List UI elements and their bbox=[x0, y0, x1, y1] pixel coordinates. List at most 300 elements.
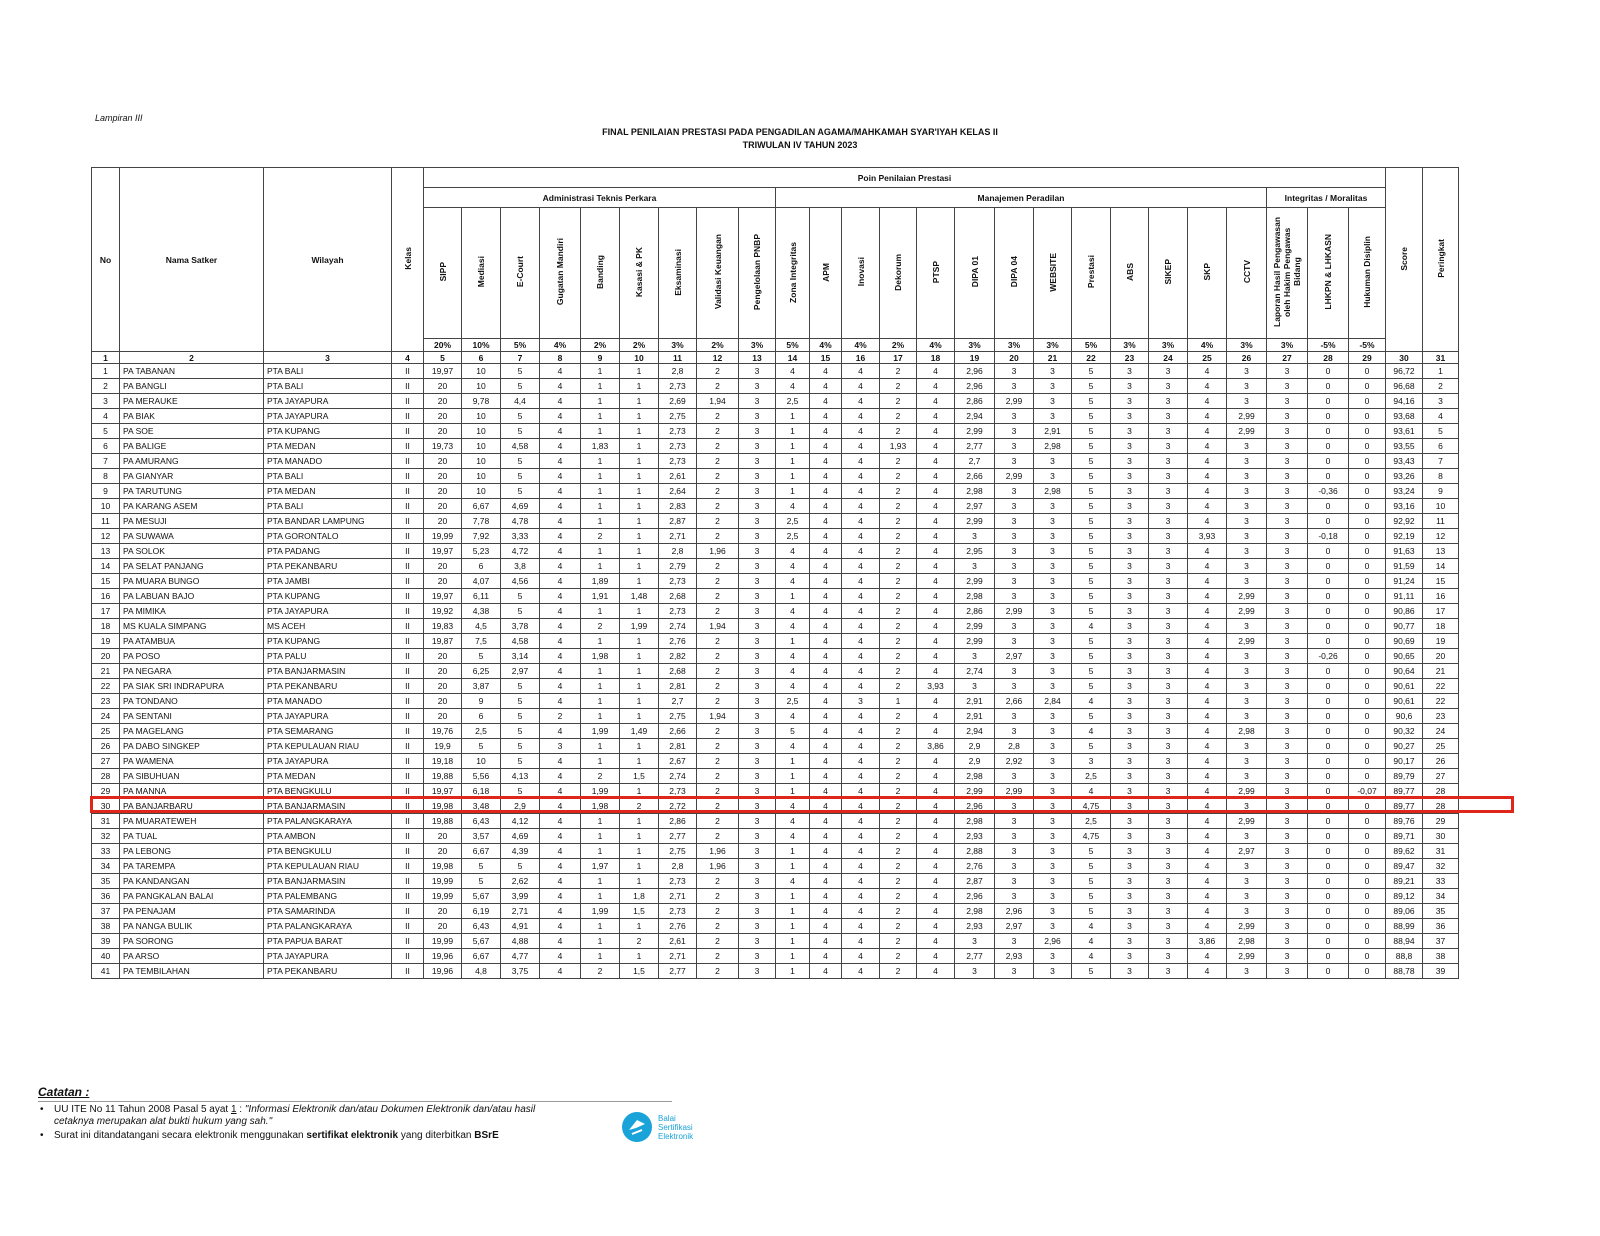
table-cell: 4 bbox=[540, 784, 581, 799]
table-cell: 4 bbox=[917, 469, 955, 484]
table-cell: 5 bbox=[501, 709, 540, 724]
table-cell: 4 bbox=[1188, 559, 1227, 574]
table-cell: 1 bbox=[620, 424, 659, 439]
table-cell: 4 bbox=[917, 514, 955, 529]
table-cell: 20 bbox=[424, 454, 462, 469]
table-cell: 3 bbox=[1149, 424, 1188, 439]
table-cell: 2,99 bbox=[1227, 604, 1267, 619]
table-cell: 4,39 bbox=[501, 844, 540, 859]
table-cell: 13 bbox=[1423, 544, 1459, 559]
header-weight: 3% bbox=[995, 339, 1034, 352]
table-cell: 4 bbox=[540, 424, 581, 439]
table-cell: -0,18 bbox=[1308, 529, 1349, 544]
table-cell: 3 bbox=[1149, 559, 1188, 574]
table-cell: 1 bbox=[620, 439, 659, 454]
table-cell: 3 bbox=[1267, 409, 1308, 424]
table-cell: 20 bbox=[1423, 649, 1459, 664]
table-cell: PA SIBUHUAN bbox=[120, 769, 264, 784]
header-col-number: 8 bbox=[540, 352, 581, 364]
table-cell: 4 bbox=[540, 949, 581, 964]
table-cell: 4 bbox=[917, 439, 955, 454]
table-cell: 3 bbox=[1267, 904, 1308, 919]
table-cell: PTA BANJARMASIN bbox=[264, 664, 392, 679]
table-cell: 27 bbox=[92, 754, 120, 769]
header-criteria: Validasi Keuangan bbox=[697, 208, 739, 339]
table-cell: 3 bbox=[1267, 694, 1308, 709]
table-cell: 35 bbox=[1423, 904, 1459, 919]
table-cell: 0 bbox=[1308, 574, 1349, 589]
table-cell: 2,66 bbox=[995, 694, 1034, 709]
table-cell: 1 bbox=[776, 859, 810, 874]
table-cell: 2,96 bbox=[955, 799, 995, 814]
table-row bbox=[92, 754, 1459, 769]
notes-heading: Catatan : bbox=[38, 1085, 90, 1099]
table-cell: 2 bbox=[697, 694, 739, 709]
table-cell: 0 bbox=[1308, 904, 1349, 919]
table-cell: 2 bbox=[880, 469, 917, 484]
header-weight: 3% bbox=[659, 339, 697, 352]
table-cell: 4 bbox=[540, 874, 581, 889]
table-cell: 2 bbox=[880, 679, 917, 694]
table-cell: 4 bbox=[917, 934, 955, 949]
table-cell: 3 bbox=[1149, 394, 1188, 409]
table-cell: 0 bbox=[1308, 409, 1349, 424]
table-cell: 2,82 bbox=[659, 649, 697, 664]
table-cell: 4 bbox=[917, 694, 955, 709]
table-cell: 3 bbox=[995, 559, 1034, 574]
table-row bbox=[92, 694, 1459, 709]
table-cell: 2,98 bbox=[1034, 439, 1072, 454]
table-cell: 90,69 bbox=[1386, 634, 1423, 649]
table-cell: 0 bbox=[1349, 469, 1386, 484]
table-cell: 0 bbox=[1308, 934, 1349, 949]
table-cell: 5 bbox=[501, 604, 540, 619]
header-criteria: APM bbox=[810, 208, 842, 339]
table-cell: 92,19 bbox=[1386, 529, 1423, 544]
table-cell: 4 bbox=[810, 709, 842, 724]
table-cell: 2 bbox=[880, 784, 917, 799]
table-cell: 0 bbox=[1308, 949, 1349, 964]
table-cell: 3 bbox=[1227, 379, 1267, 394]
table-cell: PA POSO bbox=[120, 649, 264, 664]
table-cell: 1 bbox=[776, 844, 810, 859]
table-cell: 2 bbox=[581, 529, 620, 544]
table-cell: 4 bbox=[1188, 919, 1227, 934]
table-cell: 3 bbox=[739, 784, 776, 799]
table-cell: 0 bbox=[1349, 709, 1386, 724]
table-cell: 0 bbox=[1349, 679, 1386, 694]
table-cell: 2,95 bbox=[955, 544, 995, 559]
table-cell: 4 bbox=[1188, 439, 1227, 454]
table-cell: 3 bbox=[1267, 754, 1308, 769]
table-cell: 4 bbox=[776, 604, 810, 619]
table-cell: 4 bbox=[92, 409, 120, 424]
table-cell: 4 bbox=[540, 469, 581, 484]
table-cell: 1 bbox=[581, 694, 620, 709]
table-cell: 3 bbox=[739, 769, 776, 784]
table-cell: 2 bbox=[697, 799, 739, 814]
table-cell: 25 bbox=[92, 724, 120, 739]
table-row bbox=[92, 604, 1459, 619]
table-cell: 5 bbox=[1072, 364, 1111, 379]
table-cell: 1 bbox=[581, 364, 620, 379]
header-wilayah: Wilayah bbox=[264, 168, 392, 352]
table-cell: 15 bbox=[92, 574, 120, 589]
table-cell: PTA BALI bbox=[264, 499, 392, 514]
header-weight: 5% bbox=[776, 339, 810, 352]
table-cell: 2,71 bbox=[501, 904, 540, 919]
table-cell: 4 bbox=[842, 934, 880, 949]
table-cell: 4 bbox=[810, 604, 842, 619]
table-cell: PA LABUAN BAJO bbox=[120, 589, 264, 604]
bullet-icon: • bbox=[40, 1130, 44, 1141]
table-cell: 2,77 bbox=[955, 949, 995, 964]
table-cell: PA KANDANGAN bbox=[120, 874, 264, 889]
table-cell: 4 bbox=[1188, 649, 1227, 664]
table-cell: 0 bbox=[1308, 889, 1349, 904]
table-cell: 4 bbox=[540, 559, 581, 574]
table-cell: 38 bbox=[92, 919, 120, 934]
header-criteria: ABS bbox=[1111, 208, 1149, 339]
table-cell: 3 bbox=[1267, 664, 1308, 679]
table-cell: 2,77 bbox=[659, 829, 697, 844]
table-cell: 1 bbox=[581, 679, 620, 694]
table-cell: 10 bbox=[462, 469, 501, 484]
header-group-atp: Administrasi Teknis Perkara bbox=[424, 188, 776, 208]
table-cell: 4 bbox=[1188, 589, 1227, 604]
table-cell: II bbox=[392, 934, 424, 949]
table-cell: 2 bbox=[880, 949, 917, 964]
table-cell: 3 bbox=[995, 589, 1034, 604]
table-cell: 0 bbox=[1349, 964, 1386, 979]
table-cell: 3 bbox=[1227, 889, 1267, 904]
table-cell: 2,99 bbox=[995, 469, 1034, 484]
table-cell: 89,21 bbox=[1386, 874, 1423, 889]
table-cell: 90,32 bbox=[1386, 724, 1423, 739]
table-cell: 6 bbox=[1423, 439, 1459, 454]
table-cell: 0 bbox=[1349, 799, 1386, 814]
table-cell: 2,99 bbox=[995, 784, 1034, 799]
table-cell: 5 bbox=[1072, 649, 1111, 664]
table-cell: 4 bbox=[540, 859, 581, 874]
table-cell: 4 bbox=[842, 379, 880, 394]
table-cell: 89,77 bbox=[1386, 784, 1423, 799]
table-cell: 3,86 bbox=[917, 739, 955, 754]
table-cell: 3 bbox=[1227, 739, 1267, 754]
table-cell: II bbox=[392, 409, 424, 424]
table-cell: 4,88 bbox=[501, 934, 540, 949]
table-cell: 1 bbox=[581, 844, 620, 859]
table-cell: 26 bbox=[1423, 754, 1459, 769]
table-cell: 4 bbox=[842, 709, 880, 724]
table-cell: 3 bbox=[1227, 694, 1267, 709]
table-cell: 2,71 bbox=[659, 889, 697, 904]
table-cell: 5 bbox=[501, 754, 540, 769]
table-cell: 32 bbox=[92, 829, 120, 844]
table-cell: II bbox=[392, 904, 424, 919]
table-cell: 3 bbox=[1034, 394, 1072, 409]
table-cell: II bbox=[392, 709, 424, 724]
table-cell: 4 bbox=[1188, 544, 1227, 559]
table-cell: 1,96 bbox=[697, 859, 739, 874]
table-cell: 0 bbox=[1349, 664, 1386, 679]
header-criteria: PTSP bbox=[917, 208, 955, 339]
table-cell: 5 bbox=[462, 739, 501, 754]
table-cell: 3 bbox=[1111, 499, 1149, 514]
table-cell: 4,75 bbox=[1072, 829, 1111, 844]
table-cell: 9 bbox=[462, 694, 501, 709]
table-cell: II bbox=[392, 559, 424, 574]
table-row bbox=[92, 889, 1459, 904]
table-cell: 2 bbox=[880, 934, 917, 949]
table-cell: 5 bbox=[1072, 664, 1111, 679]
table-cell: PTA PADANG bbox=[264, 544, 392, 559]
table-cell: 2 bbox=[880, 889, 917, 904]
table-cell: 4 bbox=[1188, 484, 1227, 499]
table-cell: II bbox=[392, 889, 424, 904]
table-cell: 0 bbox=[1308, 754, 1349, 769]
table-cell: 5 bbox=[501, 424, 540, 439]
table-cell: 96,68 bbox=[1386, 379, 1423, 394]
table-cell: 2 bbox=[697, 919, 739, 934]
table-cell: 20 bbox=[424, 424, 462, 439]
table-cell: 2,86 bbox=[955, 604, 995, 619]
table-cell: 4 bbox=[540, 844, 581, 859]
table-cell: 0 bbox=[1349, 934, 1386, 949]
table-cell: 19,99 bbox=[424, 934, 462, 949]
table-cell: 4 bbox=[842, 604, 880, 619]
table-cell: 3 bbox=[1034, 619, 1072, 634]
table-cell: 3 bbox=[1267, 814, 1308, 829]
table-cell: 34 bbox=[92, 859, 120, 874]
table-cell: 4 bbox=[776, 799, 810, 814]
table-cell: 90,17 bbox=[1386, 754, 1423, 769]
table-cell: 3 bbox=[1267, 544, 1308, 559]
note-signature: • Surat ini ditandatangani secara elektronik menggunakan sertifikat elektronik yang diterbitkan BSrE bbox=[40, 1130, 499, 1141]
table-cell: 3 bbox=[995, 799, 1034, 814]
table-cell: 34 bbox=[1423, 889, 1459, 904]
table-cell: 3 bbox=[1267, 679, 1308, 694]
table-cell: 3 bbox=[1267, 874, 1308, 889]
table-cell: 10 bbox=[462, 409, 501, 424]
document-title: FINAL PENILAIAN PRESTASI PADA PENGADILAN AGAMA/MAHKAMAH SYAR'IYAH KELAS II bbox=[602, 127, 998, 137]
table-cell: 3 bbox=[1034, 799, 1072, 814]
table-cell: 1 bbox=[620, 739, 659, 754]
table-cell: 3 bbox=[739, 949, 776, 964]
table-cell: 3 bbox=[739, 394, 776, 409]
table-cell: 2 bbox=[697, 664, 739, 679]
table-row bbox=[92, 784, 1459, 799]
table-cell: 2,76 bbox=[659, 634, 697, 649]
score-table bbox=[91, 167, 1459, 979]
table-cell: 89,76 bbox=[1386, 814, 1423, 829]
table-cell: 1,89 bbox=[581, 574, 620, 589]
header-col-number: 9 bbox=[581, 352, 620, 364]
table-cell: 3 bbox=[1034, 589, 1072, 604]
table-cell: 89,77 bbox=[1386, 799, 1423, 814]
table-cell: 89,12 bbox=[1386, 889, 1423, 904]
table-cell: 2 bbox=[880, 424, 917, 439]
table-cell: 4 bbox=[810, 409, 842, 424]
header-weight: -5% bbox=[1349, 339, 1386, 352]
table-cell: 3 bbox=[1149, 514, 1188, 529]
table-cell: 1 bbox=[620, 874, 659, 889]
table-cell: 2 bbox=[697, 949, 739, 964]
table-row bbox=[92, 484, 1459, 499]
table-cell: 20 bbox=[424, 469, 462, 484]
table-cell: 3 bbox=[995, 679, 1034, 694]
table-cell: 4 bbox=[776, 544, 810, 559]
table-cell: 4 bbox=[810, 514, 842, 529]
table-cell: 3 bbox=[739, 739, 776, 754]
table-cell: 1 bbox=[620, 664, 659, 679]
table-cell: 93,68 bbox=[1386, 409, 1423, 424]
table-cell: 4,58 bbox=[501, 439, 540, 454]
table-cell: 4 bbox=[540, 394, 581, 409]
header-peringkat: Peringkat bbox=[1423, 168, 1459, 352]
table-cell: 20 bbox=[424, 559, 462, 574]
table-cell: 4 bbox=[842, 919, 880, 934]
table-cell: II bbox=[392, 454, 424, 469]
table-cell: 2 bbox=[540, 709, 581, 724]
table-cell: 3 bbox=[1267, 634, 1308, 649]
table-cell: 4 bbox=[917, 574, 955, 589]
table-cell: 3 bbox=[1227, 454, 1267, 469]
table-cell: 3 bbox=[1227, 679, 1267, 694]
table-cell: 8 bbox=[92, 469, 120, 484]
table-cell: PTA PEKANBARU bbox=[264, 679, 392, 694]
table-cell: PTA BENGKULU bbox=[264, 784, 392, 799]
header-criteria: Eksaminasi bbox=[659, 208, 697, 339]
table-cell: 3 bbox=[1111, 559, 1149, 574]
table-cell: 19,96 bbox=[424, 964, 462, 979]
table-cell: 3 bbox=[1149, 649, 1188, 664]
table-cell: PA MANNA bbox=[120, 784, 264, 799]
table-cell: 4 bbox=[917, 844, 955, 859]
header-criteria: Zona Integritas bbox=[776, 208, 810, 339]
table-cell: 0 bbox=[1308, 859, 1349, 874]
table-cell: 4 bbox=[540, 379, 581, 394]
table-cell: 3,33 bbox=[501, 529, 540, 544]
table-cell: 91,11 bbox=[1386, 589, 1423, 604]
table-cell: 4 bbox=[1188, 424, 1227, 439]
table-cell: 89,47 bbox=[1386, 859, 1423, 874]
table-cell: 4 bbox=[842, 394, 880, 409]
table-cell: 2,79 bbox=[659, 559, 697, 574]
table-cell: 4 bbox=[540, 454, 581, 469]
table-row bbox=[92, 844, 1459, 859]
table-cell: 22 bbox=[1423, 679, 1459, 694]
table-cell: 1,98 bbox=[581, 799, 620, 814]
table-cell: 0 bbox=[1349, 559, 1386, 574]
table-cell: 9 bbox=[92, 484, 120, 499]
table-cell: 3 bbox=[1149, 499, 1188, 514]
header-weight: 3% bbox=[739, 339, 776, 352]
table-cell: 2 bbox=[697, 769, 739, 784]
table-cell: 3 bbox=[739, 634, 776, 649]
table-row bbox=[92, 439, 1459, 454]
table-cell: 4 bbox=[540, 964, 581, 979]
table-cell: 2 bbox=[697, 574, 739, 589]
table-cell: 3 bbox=[1227, 574, 1267, 589]
table-cell: PA MESUJI bbox=[120, 514, 264, 529]
table-cell: 3 bbox=[1227, 649, 1267, 664]
table-cell: 20 bbox=[424, 844, 462, 859]
table-cell: 6,43 bbox=[462, 814, 501, 829]
table-cell: 3 bbox=[1267, 484, 1308, 499]
table-cell: 3 bbox=[739, 589, 776, 604]
table-cell: 3 bbox=[1034, 544, 1072, 559]
table-cell: 4 bbox=[1188, 829, 1227, 844]
table-cell: 0 bbox=[1308, 364, 1349, 379]
table-cell: 2,99 bbox=[955, 514, 995, 529]
table-cell: 19,99 bbox=[424, 529, 462, 544]
table-cell: 3 bbox=[1227, 484, 1267, 499]
table-cell: 19,83 bbox=[424, 619, 462, 634]
header-col-number: 12 bbox=[697, 352, 739, 364]
table-cell: 0 bbox=[1349, 514, 1386, 529]
table-cell: 3 bbox=[1149, 709, 1188, 724]
table-cell: 1 bbox=[581, 949, 620, 964]
table-cell: 3 bbox=[1111, 739, 1149, 754]
table-cell: 2,5 bbox=[776, 694, 810, 709]
table-cell: 4 bbox=[842, 424, 880, 439]
table-cell: 3,86 bbox=[1188, 934, 1227, 949]
table-cell: 2,98 bbox=[955, 814, 995, 829]
table-cell: 5 bbox=[1072, 904, 1111, 919]
table-cell: 2,67 bbox=[659, 754, 697, 769]
table-cell: 3 bbox=[1227, 859, 1267, 874]
table-cell: 5 bbox=[1072, 409, 1111, 424]
table-cell: PTA PALANGKARAYA bbox=[264, 919, 392, 934]
table-cell: 5 bbox=[501, 379, 540, 394]
table-cell: 4 bbox=[810, 619, 842, 634]
table-cell: 3 bbox=[1034, 364, 1072, 379]
table-cell: 3 bbox=[1034, 919, 1072, 934]
table-cell: 1 bbox=[92, 364, 120, 379]
table-cell: 4 bbox=[540, 589, 581, 604]
table-cell: 0 bbox=[1308, 589, 1349, 604]
table-cell: 16 bbox=[1423, 589, 1459, 604]
table-cell: 2,86 bbox=[955, 394, 995, 409]
table-cell: 28 bbox=[92, 769, 120, 784]
table-cell: 3 bbox=[739, 379, 776, 394]
table-cell: PTA BENGKULU bbox=[264, 844, 392, 859]
table-cell: 4 bbox=[540, 364, 581, 379]
table-cell: 10 bbox=[1423, 499, 1459, 514]
lampiran-label: Lampiran III bbox=[95, 113, 143, 123]
table-cell: 19,99 bbox=[424, 889, 462, 904]
table-cell: -0,36 bbox=[1308, 484, 1349, 499]
table-cell: 1 bbox=[776, 484, 810, 499]
table-cell: 5 bbox=[1072, 439, 1111, 454]
table-cell: 4 bbox=[842, 559, 880, 574]
table-cell: 3 bbox=[1149, 769, 1188, 784]
table-cell: 2,94 bbox=[955, 724, 995, 739]
table-cell: 90,6 bbox=[1386, 709, 1423, 724]
header-weight: 2% bbox=[620, 339, 659, 352]
table-cell: 0 bbox=[1349, 529, 1386, 544]
table-cell: 2,68 bbox=[659, 589, 697, 604]
table-cell: 3 bbox=[1227, 769, 1267, 784]
table-cell: 0 bbox=[1349, 454, 1386, 469]
table-cell: 0 bbox=[1308, 619, 1349, 634]
header-col-number: 27 bbox=[1267, 352, 1308, 364]
note-uu-ite: • UU ITE No 11 Tahun 2008 Pasal 5 ayat 1 : "Informasi Elektronik dan/atau Dokumen Elektronik dan/atau hasil bbox=[40, 1104, 536, 1115]
table-cell: 4 bbox=[1188, 799, 1227, 814]
table-cell: 94,16 bbox=[1386, 394, 1423, 409]
header-kelas: Kelas bbox=[392, 168, 424, 352]
